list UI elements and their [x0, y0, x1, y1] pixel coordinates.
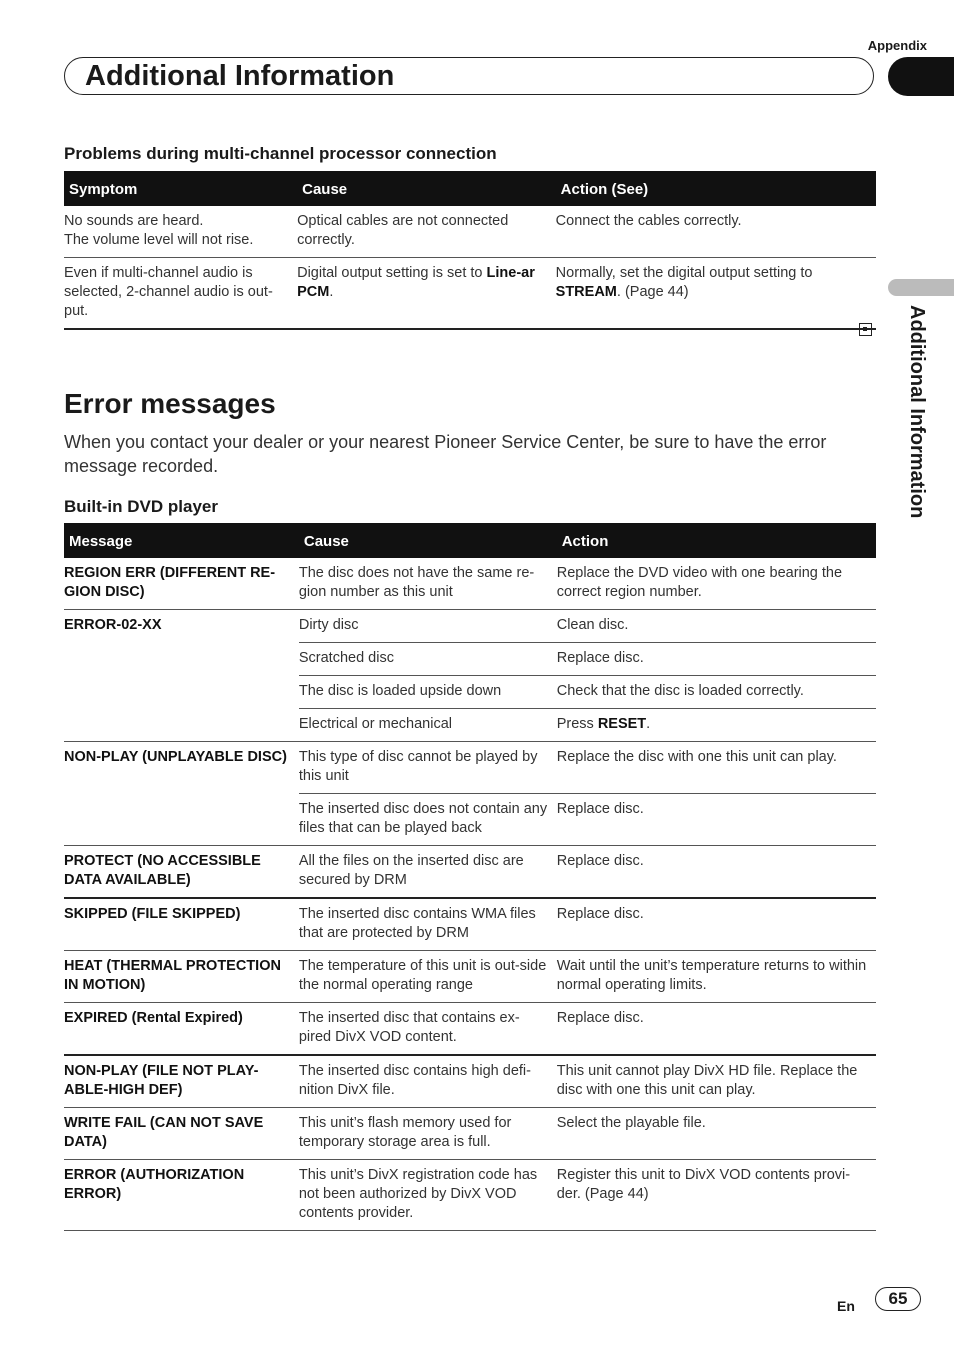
- end-of-section-icon: [859, 323, 872, 336]
- action-cell: Replace disc.: [557, 1003, 876, 1056]
- cause-cell: The inserted disc contains WMA files that are protected by DRM: [299, 898, 557, 951]
- message-cell: PROTECT (NO ACCESSIBLE DATA AVAILABLE): [64, 846, 299, 899]
- cause-cell: The disc is loaded upside down: [299, 676, 557, 709]
- column-header: Action (See): [556, 171, 876, 206]
- action-text: Press: [556, 716, 598, 732]
- action-cell: Replace disc.: [557, 846, 876, 899]
- message-cell: SKIPPED (FILE SKIPPED): [64, 898, 299, 951]
- action-cell: Wait until the unit’s temperature returns to within normal operating limits.: [557, 951, 876, 1003]
- action-cell: Replace disc.: [557, 794, 876, 846]
- cause-cell: The disc does not have the same re-gion number as this unit: [299, 558, 557, 610]
- column-header: Message: [64, 523, 299, 558]
- action-text: . (Page 44): [616, 284, 689, 300]
- cause-cell: The inserted disc contains high defi-nition DivX file.: [299, 1055, 557, 1108]
- section-tab-marker: [888, 279, 954, 296]
- cause-cell: Dirty disc: [299, 610, 557, 643]
- action-cell: This unit cannot play DivX HD file. Replace the disc with one this unit can play.: [557, 1055, 876, 1108]
- table-row: [64, 258, 876, 330]
- symptom-line: The volume level will not rise.: [64, 232, 254, 248]
- appendix-label: Appendix: [867, 38, 927, 53]
- action-cell: Select the playable file.: [557, 1108, 876, 1160]
- cause-cell: All the files on the inserted disc are secured by DRM: [299, 846, 557, 899]
- section-title: Additional Information: [85, 60, 395, 92]
- table-header-row: [64, 171, 876, 206]
- cause-cell: The inserted disc that contains ex-pired DivX VOD content.: [299, 1003, 557, 1056]
- action-cell: Check that the disc is loaded correctly.: [557, 676, 876, 709]
- button-name: RESET: [597, 716, 647, 732]
- dvd-player-subheading: Built-in DVD player: [64, 497, 218, 516]
- cause-cell: Scratched disc: [299, 643, 557, 676]
- column-header: Cause: [299, 523, 557, 558]
- message-cell: ERROR-02-XX: [64, 610, 299, 742]
- message-cell: WRITE FAIL (CAN NOT SAVE DATA): [64, 1108, 299, 1160]
- action-cell: Clean disc.: [557, 610, 876, 643]
- cause-cell: The temperature of this unit is out-side the normal operating range: [299, 951, 557, 1003]
- language-label: En: [837, 1298, 855, 1314]
- action-cell: Replace the DVD video with one bearing the correct region number.: [557, 558, 876, 610]
- column-header: Action: [557, 523, 876, 558]
- side-section-label: Additional Information: [906, 305, 928, 519]
- action-cell: Register this unit to DivX VOD contents provi-der. (Page 44): [557, 1160, 876, 1231]
- table-row: [64, 1055, 876, 1108]
- cause-cell: Optical cables are not connected correctly.: [297, 206, 556, 258]
- section-header: [64, 57, 874, 95]
- table-row: [64, 1108, 876, 1160]
- setting-name: Line-ar PCM: [297, 265, 535, 300]
- cause-cell: Electrical or mechanical: [299, 709, 557, 742]
- message-cell: NON-PLAY (FILE NOT PLAY-ABLE-HIGH DEF): [64, 1055, 299, 1108]
- error-messages-table: [64, 523, 876, 1231]
- action-cell: Replace the disc with one this unit can play.: [557, 742, 876, 794]
- error-messages-title: Error messages: [64, 388, 276, 419]
- table-row: [64, 846, 876, 899]
- action-cell: Replace disc.: [557, 898, 876, 951]
- action-text: Normally, set the digital output setting to: [555, 265, 813, 281]
- column-header: Cause: [297, 171, 556, 206]
- multi-channel-table: [64, 171, 876, 330]
- message-cell: HEAT (THERMAL PROTECTION IN MOTION): [64, 951, 299, 1003]
- action-text: .: [646, 716, 651, 732]
- cause-cell: The inserted disc does not contain any files that can be played back: [299, 794, 557, 846]
- cause-cell: This type of disc cannot be played by this unit: [299, 742, 557, 794]
- symptom-line: No sounds are heard.: [64, 213, 204, 229]
- table-row: [64, 898, 876, 951]
- cause-cell: This unit’s DivX registration code has not been authorized by DivX VOD contents provider.: [299, 1160, 557, 1231]
- table-row: [64, 742, 876, 794]
- message-cell: ERROR (AUTHORIZATION ERROR): [64, 1160, 299, 1231]
- action-cell: Replace disc.: [557, 643, 876, 676]
- table-row: [64, 1160, 876, 1231]
- cause-text: Digital output setting is set to: [297, 265, 487, 281]
- table-header-row: [64, 523, 876, 558]
- page-number: 65: [875, 1287, 921, 1311]
- table-row: [64, 206, 876, 258]
- symptom-cell: Even if multi-channel audio is selected, 2-channel audio is out-put.: [64, 258, 297, 330]
- column-header: Symptom: [64, 171, 297, 206]
- error-messages-intro: When you contact your dealer or your nearest Pioneer Service Center, be sure to have the error message recorded.: [64, 432, 827, 476]
- message-cell: REGION ERR (DIFFERENT RE-GION DISC): [64, 558, 299, 610]
- table-row: [64, 558, 876, 610]
- symptom-cell: [64, 206, 297, 258]
- setting-name: STREAM: [555, 284, 617, 300]
- cause-text: .: [329, 284, 334, 300]
- table-row: [64, 951, 876, 1003]
- table-row: [64, 1003, 876, 1056]
- multi-channel-heading: Problems during multi-channel processor connection: [64, 144, 497, 163]
- table-row: [64, 610, 876, 643]
- message-cell: NON-PLAY (UNPLAYABLE DISC): [64, 742, 299, 846]
- cause-cell: This unit’s flash memory used for temporary storage area is full.: [299, 1108, 557, 1160]
- action-cell: Connect the cables correctly.: [556, 206, 876, 258]
- cause-cell: [297, 258, 556, 330]
- action-cell: [557, 709, 876, 742]
- appendix-tab: [888, 57, 954, 96]
- action-cell: [556, 258, 876, 330]
- message-cell: EXPIRED (Rental Expired): [64, 1003, 299, 1056]
